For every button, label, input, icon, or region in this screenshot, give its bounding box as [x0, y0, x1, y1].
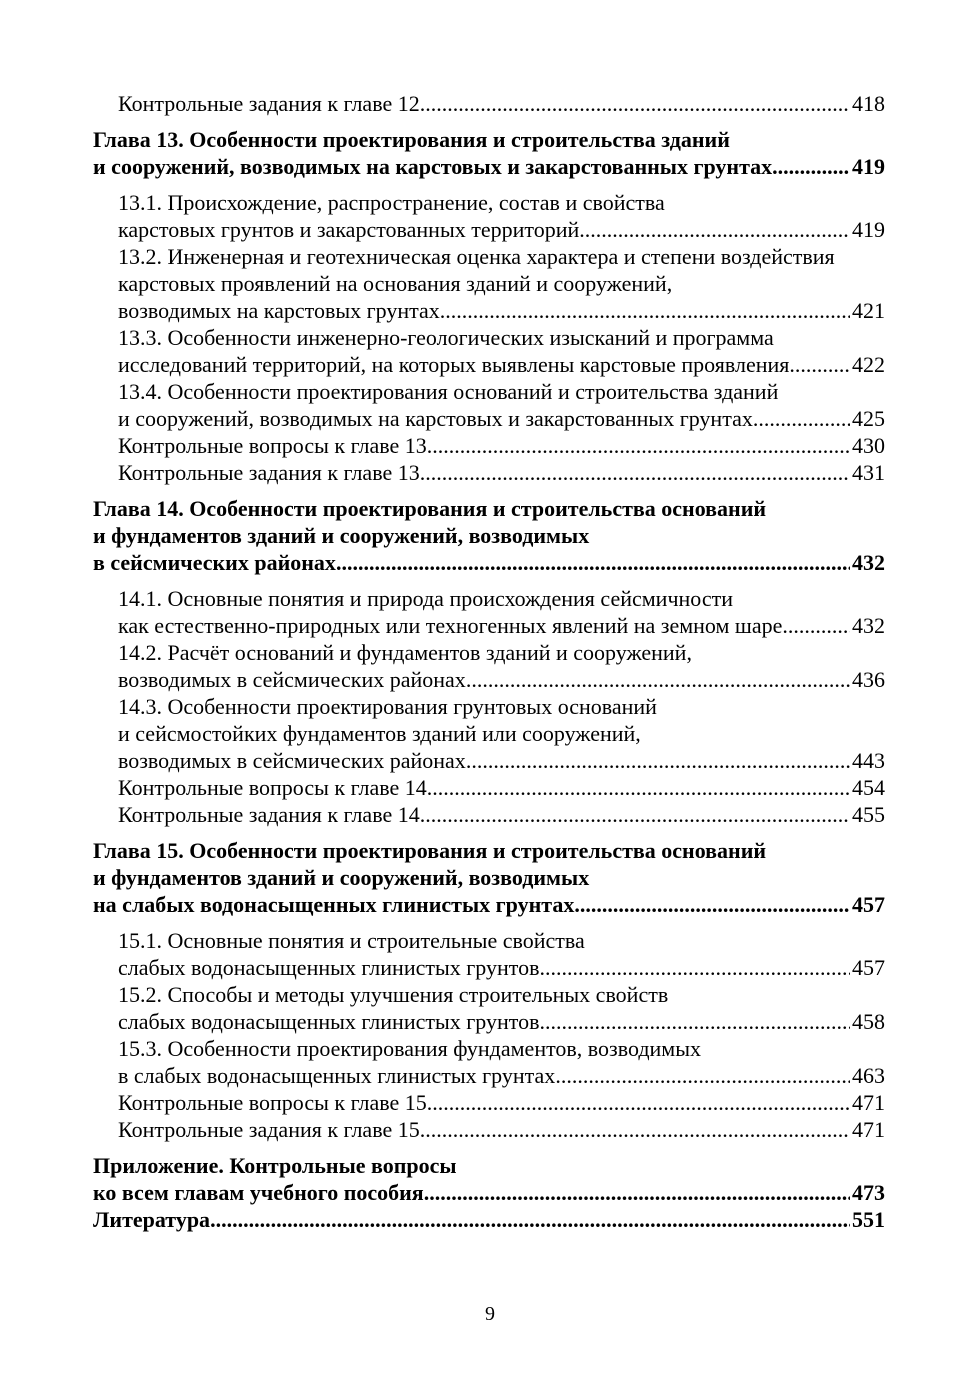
toc-entry-assignments-ch14[interactable] [93, 801, 885, 828]
toc-entry-bibliography[interactable] [93, 1206, 885, 1233]
toc-entry-section-13-1[interactable] [93, 189, 885, 243]
toc-entry-title-line: 14.1. Основные понятия и природа происхождения сейсмичности [118, 586, 733, 611]
toc-entry-section-13-3[interactable] [93, 324, 885, 378]
toc-page-number: 457 [852, 955, 885, 980]
toc-entry-title-line: Литература [93, 1207, 211, 1232]
dot-leader [427, 1089, 850, 1116]
toc-entry-title-line: в сейсмических районах [93, 550, 336, 575]
toc-entry-title-line: карстовых проявлений на основания зданий и сооружений, [118, 271, 673, 296]
toc-page-number: 443 [852, 748, 885, 773]
toc-entry-appendix[interactable] [93, 1152, 885, 1206]
toc-page-number: 454 [852, 775, 885, 800]
toc-page-number: 457 [852, 892, 885, 917]
toc-entry-title-line: 14.2. Расчёт оснований и фундаментов зданий и сооружений, [118, 640, 692, 665]
dot-leader [420, 459, 850, 486]
toc-entry-title-line: Глава 15. Особенности проектирования и строительства оснований [93, 838, 767, 863]
toc-page-number: 432 [852, 613, 885, 638]
dot-leader [427, 432, 850, 459]
toc-page-number: 422 [852, 352, 885, 377]
toc-entry-title-line: ко всем главам учебного пособия [93, 1180, 424, 1205]
toc-page-number: 419 [852, 217, 885, 242]
toc-entry-questions-ch13[interactable] [93, 432, 885, 459]
dot-leader [539, 1008, 850, 1035]
toc-entry-title-line: Глава 13. Особенности проектирования и строительства зданий [93, 127, 730, 152]
toc-entry-title-line: Контрольные вопросы к главе 14 [118, 775, 427, 800]
dot-leader [336, 549, 850, 576]
dot-leader [466, 666, 850, 693]
toc-entry-title-line: 15.1. Основные понятия и строительные свойства [118, 928, 585, 953]
toc-entry-title-line: Контрольные задания к главе 14 [118, 802, 420, 827]
toc-entry-section-13-4[interactable] [93, 378, 885, 432]
dot-leader [753, 405, 850, 432]
dot-leader [555, 1062, 850, 1089]
dot-leader [789, 351, 850, 378]
toc-entry-title-line: Контрольные вопросы к главе 15 [118, 1090, 427, 1115]
toc-entry-title-line: возводимых на карстовых грунтах [118, 298, 440, 323]
toc-page-number: 421 [852, 298, 885, 323]
dot-leader [420, 90, 850, 117]
toc-entry-title-line: и фундаментов зданий и сооружений, возводимых [93, 523, 590, 548]
dot-leader [420, 801, 850, 828]
toc-entry-title-line: 15.3. Особенности проектирования фундаментов, возводимых [118, 1036, 701, 1061]
dot-leader [782, 612, 850, 639]
toc-entry-questions-ch14[interactable] [93, 774, 885, 801]
toc-page-number: 432 [852, 550, 885, 575]
toc-entry-title-line: слабых водонасыщенных глинистых грунтов [118, 955, 540, 980]
toc-entry-title-line: и сооружений, возводимых на карстовых и закарстованных грунтах [93, 154, 773, 179]
toc-entry-section-14-3[interactable] [93, 693, 885, 774]
toc-entry-title-line: и фундаментов зданий и сооружений, возводимых [93, 865, 590, 890]
toc-entry-section-15-1[interactable] [93, 927, 885, 981]
toc-entry-title-line: в слабых водонасыщенных глинистых грунтах [118, 1063, 556, 1088]
toc-entry-title-line: как естественно-природных или техногенных явлений на земном шаре [118, 613, 783, 638]
page-number: 9 [485, 1303, 495, 1325]
toc-page-number: 418 [852, 91, 885, 116]
toc-entry-title-line: 13.4. Особенности проектирования оснований и строительства зданий [118, 379, 779, 404]
dot-leader [539, 954, 850, 981]
toc-entry-section-15-3[interactable] [93, 1035, 885, 1089]
toc-page-number: 458 [852, 1009, 885, 1034]
toc-entry-section-13-2[interactable] [93, 243, 885, 324]
dot-leader [424, 1179, 850, 1206]
toc-entry-title-line: 13.2. Инженерная и геотехническая оценка характера и степени воздействия [118, 244, 835, 269]
toc-entry-title-line: 13.3. Особенности инженерно-геологических изысканий и программа [118, 325, 774, 350]
dot-leader [772, 153, 850, 180]
toc-entry-title-line: Приложение. Контрольные вопросы [93, 1153, 457, 1178]
toc-entry-title-line: и сейсмостойких фундаментов зданий или сооружений, [118, 721, 641, 746]
toc-entry-questions-ch15[interactable] [93, 1089, 885, 1116]
toc-entry-title-line: Контрольные вопросы к главе 13 [118, 433, 427, 458]
toc-entry-title-line: Контрольные задания к главе 12 [118, 91, 420, 116]
dot-leader [579, 216, 850, 243]
toc-entry-title-line: Глава 14. Особенности проектирования и строительства оснований [93, 496, 767, 521]
table-of-contents [93, 90, 885, 1233]
toc-entry-title-line: исследований территорий, на которых выявлены карстовые проявления [118, 352, 790, 377]
toc-entry-title-line: Контрольные задания к главе 13 [118, 460, 420, 485]
toc-page-number: 436 [852, 667, 885, 692]
toc-entry-title-line: 14.3. Особенности проектирования грунтовых оснований [118, 694, 657, 719]
toc-entry-assignments-ch15[interactable] [93, 1116, 885, 1143]
dot-leader [574, 891, 850, 918]
toc-entry-assignments-ch12[interactable] [93, 90, 885, 117]
toc-page-number: 430 [852, 433, 885, 458]
toc-page-number: 463 [852, 1063, 885, 1088]
toc-page-number: 425 [852, 406, 885, 431]
toc-entry-title-line: Контрольные задания к главе 15 [118, 1117, 420, 1142]
toc-entry-title-line: на слабых водонасыщенных глинистых грунтах [93, 892, 575, 917]
toc-entry-chapter-14[interactable] [93, 495, 885, 576]
dot-leader [427, 774, 850, 801]
dot-leader [440, 297, 850, 324]
dot-leader [466, 747, 850, 774]
toc-page-number: 551 [852, 1207, 885, 1232]
toc-entry-section-15-2[interactable] [93, 981, 885, 1035]
toc-page-number: 471 [852, 1117, 885, 1142]
toc-entry-section-14-1[interactable] [93, 585, 885, 639]
toc-entry-chapter-13[interactable] [93, 126, 885, 180]
toc-entry-section-14-2[interactable] [93, 639, 885, 693]
toc-page-number: 419 [852, 154, 885, 179]
toc-page-number: 471 [852, 1090, 885, 1115]
toc-entry-title-line: возводимых в сейсмических районах [118, 748, 466, 773]
toc-entry-title-line: слабых водонасыщенных глинистых грунтов [118, 1009, 540, 1034]
toc-entry-title-line: карстовых грунтов и закарстованных территорий [118, 217, 580, 242]
toc-page-number: 455 [852, 802, 885, 827]
toc-entry-title-line: 13.1. Происхождение, распространение, состав и свойства [118, 190, 665, 215]
toc-entry-title-line: 15.2. Способы и методы улучшения строительных свойств [118, 982, 669, 1007]
toc-entry-assignments-ch13[interactable] [93, 459, 885, 486]
toc-page-number: 431 [852, 460, 885, 485]
toc-entry-chapter-15[interactable] [93, 837, 885, 918]
dot-leader [420, 1116, 850, 1143]
toc-page-number: 473 [852, 1180, 885, 1205]
dot-leader [210, 1206, 850, 1233]
toc-entry-title-line: возводимых в сейсмических районах [118, 667, 466, 692]
toc-entry-title-line: и сооружений, возводимых на карстовых и закарстованных грунтах [118, 406, 753, 431]
